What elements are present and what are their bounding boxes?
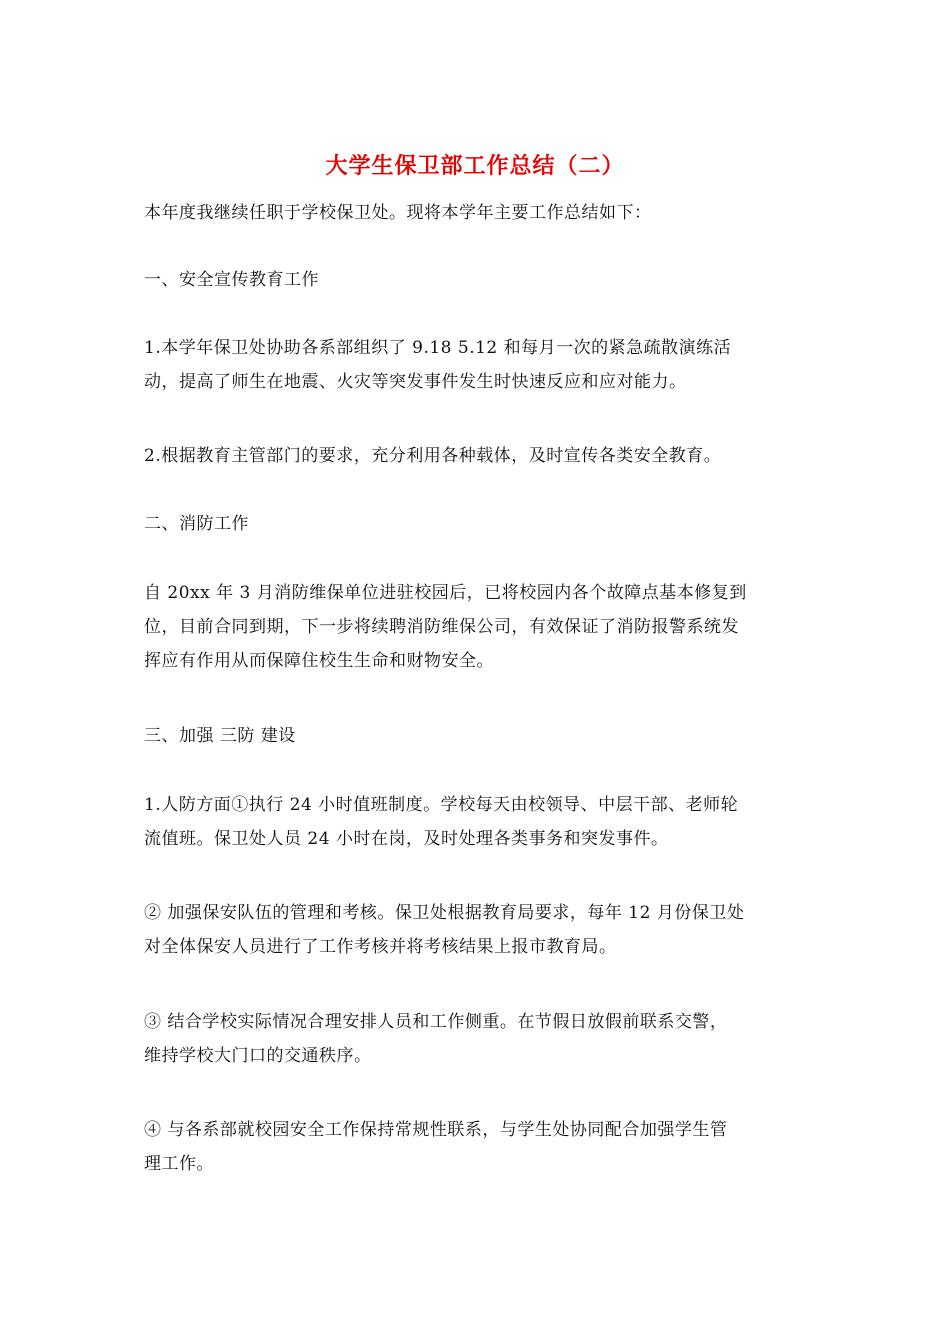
- paragraph-1-1: [144, 331, 810, 399]
- text-line: 维持学校大门口的交通秩序。: [144, 1046, 372, 1066]
- text-line: ③ 结合学校实际情况合理安排人员和工作侧重。在节假日放假前联系交警，: [144, 1012, 728, 1032]
- document-title: 大学生保卫部工作总结（二）: [325, 153, 625, 179]
- paragraph-3-1: [144, 788, 810, 856]
- text-line: 三、加强 三防 建设: [144, 726, 296, 746]
- text-line: 一、安全宣传教育工作: [144, 270, 319, 290]
- heading-section-2: [144, 507, 810, 541]
- text-line: ④ 与各系部就校园安全工作保持常规性联系，与学生处协同配合加强学生管: [144, 1120, 728, 1140]
- paragraph-1-2: [144, 439, 810, 473]
- text-line: ② 加强保安队伍的管理和考核。保卫处根据教育局要求，每年 12 月份保卫处: [144, 903, 745, 923]
- text-line: 挥应有作用从而保障住校生生命和财物安全。: [144, 651, 494, 671]
- paragraph-2-1: [144, 576, 810, 678]
- paragraph-3-4: [144, 1113, 810, 1181]
- text-line: 流值班。保卫处人员 24 小时在岗，及时处理各类事务和突发事件。: [144, 829, 669, 849]
- text-line: 自 20xx 年 3 月消防维保单位进驻校园后，已将校园内各个故障点基本修复到: [144, 583, 747, 603]
- paragraph-3-3: [144, 1005, 810, 1073]
- text-line: 1.人防方面①执行 24 小时值班制度。学校每天由校领导、中层干部、老师轮: [144, 795, 739, 815]
- text-line: 2.根据教育主管部门的要求，充分利用各种载体，及时宣传各类安全教育。: [144, 446, 722, 466]
- text-line: 动，提高了师生在地震、火灾等突发事件发生时快速反应和应对能力。: [144, 372, 687, 392]
- text-line: 理工作。: [144, 1154, 214, 1174]
- heading-section-1: [144, 263, 810, 297]
- heading-section-3: [144, 719, 810, 753]
- paragraph-3-2: [144, 896, 810, 964]
- text-line: 1.本学年保卫处协助各系部组织了 9.18 5.12 和每月一次的紧急疏散演练活: [144, 338, 732, 358]
- text-line: 二、消防工作: [144, 514, 249, 534]
- paragraph-intro: [144, 196, 810, 230]
- text-line: 本年度我继续任职于学校保卫处。现将本学年主要工作总结如下：: [144, 203, 652, 223]
- text-line: 位，目前合同到期，下一步将续聘消防维保公司，有效保证了消防报警系统发: [144, 617, 739, 637]
- text-line: 对全体保安人员进行了工作考核并将考核结果上报市教育局。: [144, 937, 617, 957]
